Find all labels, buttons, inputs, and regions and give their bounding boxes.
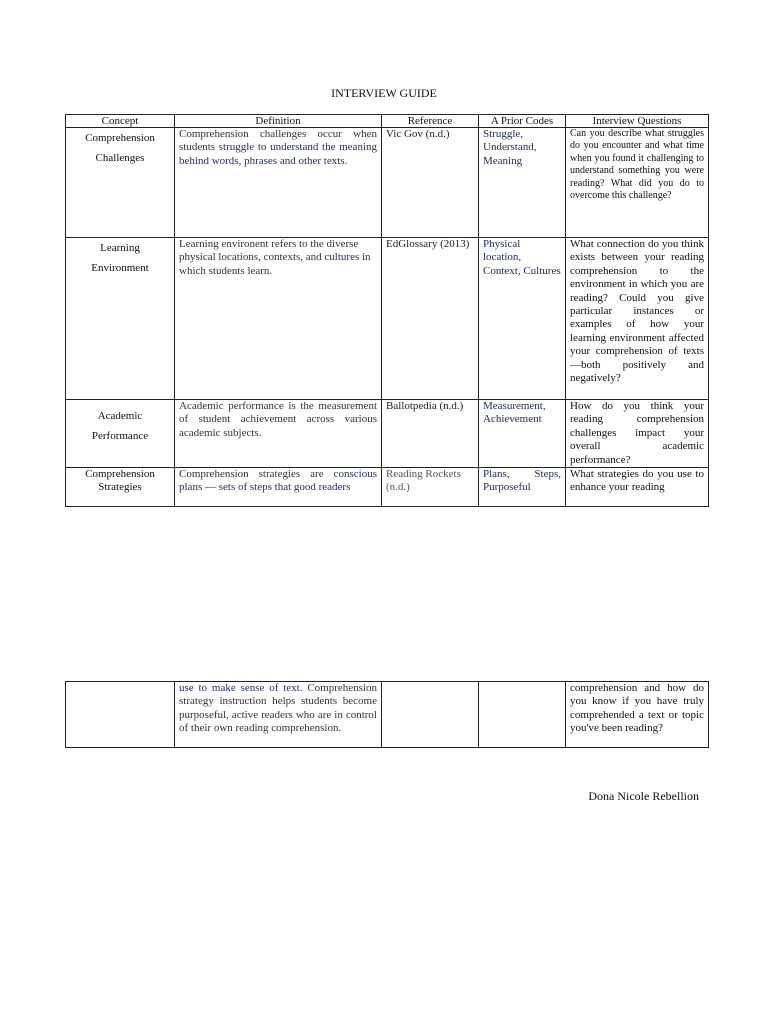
codes-cell: Physical location, Context, Cultures (479, 238, 566, 400)
definition-text: Comprehension challenges occur when students (179, 128, 377, 154)
question-cell: comprehension and how do you know if you have truly comprehended a text or topic you've been reading? (566, 682, 709, 748)
question-cell: Can you describe what struggles do you encounter and what time when you found it challenging to understand something you were reading? What did you do to overcome this challenge? (566, 128, 709, 238)
concept-line: Performance (91, 430, 149, 442)
table-row (66, 468, 709, 507)
concept-line: Comprehension (85, 468, 155, 481)
table-header-row (66, 115, 709, 128)
header-codes: A Prior Codes (479, 115, 566, 128)
codes-cell: Plans, Steps, Purposeful (479, 468, 566, 507)
codes-cell: Struggle, Understand, Meaning (479, 128, 566, 238)
definition-highlight: struggle to understand the meaning behind words, phrases and other texts. (179, 141, 377, 167)
question-cell: What strategies do you use to enhance your reading (566, 468, 709, 507)
concept-line: Academic (97, 410, 143, 422)
reference-cell: Reading Rockets (n.d.) (382, 468, 479, 507)
concept-line: Comprehension (85, 132, 155, 144)
definition-cell (175, 468, 382, 507)
continuation-table (65, 681, 709, 748)
definition-text: Learning environent refers to the diverse physical locations, contexts, and (179, 238, 359, 264)
reference-cell: Ballotpedia (n.d.) (382, 400, 479, 468)
definition-cell (175, 238, 382, 400)
concept-line: Strategies (98, 481, 142, 494)
question-cell: What connection do you think exists between your reading comprehension to the environment in which you are reading? Could you give particular instances or examples of how your learning environment affected your comprehension of texts—both positively and negatively? (566, 238, 709, 400)
codes-cell: Measurement, Achievement (479, 400, 566, 468)
author-signature: Dona Nicole Rebellion (588, 789, 699, 803)
reference-cell: EdGlossary (2013) (382, 238, 479, 400)
concept-line: Challenges (95, 152, 145, 164)
table-row (66, 682, 709, 748)
interview-guide-table (65, 114, 709, 507)
definition-cell (175, 128, 382, 238)
concept-cell (66, 128, 175, 238)
concept-cell (66, 400, 175, 468)
codes-cell-empty (479, 682, 566, 748)
header-questions: Interview Questions (566, 115, 709, 128)
question-cell: How do you think your reading comprehension challenges impact your overall academic performance? (566, 400, 709, 468)
definition-text: in which students learn. (179, 251, 371, 277)
document-title: INTERVIEW GUIDE (331, 86, 437, 100)
concept-cell (66, 468, 175, 507)
definition-highlight: conscious plans — sets of steps that good readers (179, 468, 377, 494)
table-row (66, 238, 709, 400)
definition-cell (175, 682, 382, 748)
concept-line: Learning (100, 242, 140, 254)
definition-text: Comprehension strategies are (179, 468, 334, 481)
definition-text: Comprehension strategy instruction helps students become purposeful, active readers who are in control of their own reading comprehension. (179, 682, 377, 735)
header-definition: Definition (175, 115, 382, 128)
definition-highlight: cultures (324, 251, 360, 264)
concept-cell (66, 238, 175, 400)
header-concept: Concept (66, 115, 175, 128)
reference-cell: Vic Gov (n.d.) (382, 128, 479, 238)
header-reference: Reference (382, 115, 479, 128)
table-row (66, 400, 709, 468)
reference-cell-empty (382, 682, 479, 748)
definition-cell: Academic performance is the measurement of student achievement across various academic subjects. (175, 400, 382, 468)
table-row (66, 128, 709, 238)
concept-line: Environment (91, 262, 149, 274)
concept-cell-empty (66, 682, 175, 748)
definition-highlight: use to make sense of text. (179, 682, 303, 694)
